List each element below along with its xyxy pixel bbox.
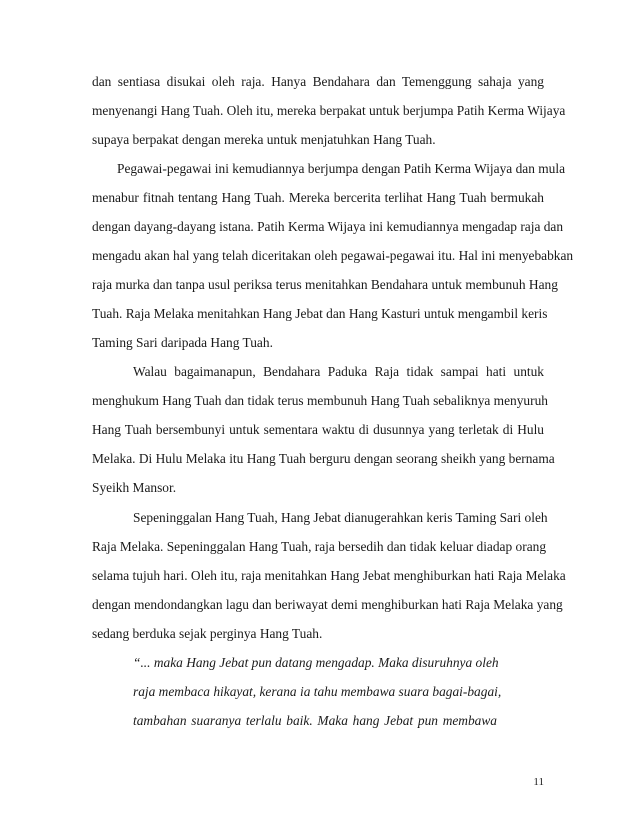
paragraph-3-line-4: Melaka. Di Hulu Melaka itu Hang Tuah berguru dengan seorang sheikh yang bernama — [92, 451, 555, 466]
paragraph-3-line-2: menghukum Hang Tuah dan tidak terus membunuh Hang Tuah sebaliknya menyuruh — [92, 393, 548, 408]
paragraph-4-line-4: dengan mendondangkan lagu dan beriwayat demi menghiburkan hati Raja Melaka yang — [92, 597, 563, 612]
paragraph-2-line-3: dengan dayang-dayang istana. Patih Kerma Wijaya ini kemudiannya mengadap raja dan — [92, 219, 564, 234]
paragraph-4-line-2: Raja Melaka. Sepeninggalan Hang Tuah, raja bersedih dan tidak keluar diadap orang — [92, 539, 547, 554]
quote-line-2: raja membaca hikayat, kerana ia tahu membawa suara bagai-bagai, — [133, 684, 502, 699]
quote-line-1: “... maka Hang Jebat pun datang mengadap. Maka disuruhnya oleh — [133, 655, 499, 670]
paragraph-2-line-5: raja murka dan tanpa usul periksa terus menitahkan Bendahara untuk membunuh Hang — [92, 277, 558, 292]
paragraph-3-line-3: Hang Tuah bersembunyi untuk sementara waktu di dusunnya yang terletak di Hulu — [92, 422, 544, 437]
page-number: 11 — [533, 776, 544, 788]
paragraph-2-line-6: Tuah. Raja Melaka menitahkan Hang Jebat dan Hang Kasturi untuk mengambil keris — [92, 306, 548, 321]
paragraph-4-line-1: Sepeninggalan Hang Tuah, Hang Jebat dianugerahkan keris Taming Sari oleh — [133, 510, 548, 525]
quote-line-3: tambahan suaranya terlalu baik. Maka hang Jebat pun membawa — [133, 713, 497, 728]
paragraph-1-line-1: dan sentiasa disukai oleh raja. Hanya Bendahara dan Temenggung sahaja yang — [92, 74, 544, 89]
paragraph-2-line-4: mengadu akan hal yang telah diceritakan oleh pegawai-pegawai itu. Hal ini menyebabkan — [92, 248, 574, 263]
paragraph-1-line-3: supaya berpakat dengan mereka untuk menjatuhkan Hang Tuah. — [92, 132, 436, 147]
paragraph-3-line-5: Syeikh Mansor. — [92, 480, 177, 495]
paragraph-4-line-5: sedang berduka sejak perginya Hang Tuah. — [92, 626, 323, 641]
paragraph-4-line-3: selama tujuh hari. Oleh itu, raja menitahkan Hang Jebat menghiburkan hati Raja Melaka — [92, 568, 566, 583]
paragraph-2-line-7: Taming Sari daripada Hang Tuah. — [92, 335, 273, 350]
paragraph-2-line-2: menabur fitnah tentang Hang Tuah. Mereka bercerita terlihat Hang Tuah bermukah — [92, 190, 544, 205]
paragraph-1-line-2: menyenangi Hang Tuah. Oleh itu, mereka berpakat untuk berjumpa Patih Kerma Wijaya — [92, 103, 566, 118]
paragraph-2-line-1: Pegawai-pegawai ini kemudiannya berjumpa dengan Patih Kerma Wijaya dan mula — [117, 161, 566, 176]
paragraph-3-line-1: Walau bagaimanapun, Bendahara Paduka Raja tidak sampai hati untuk — [133, 364, 544, 379]
